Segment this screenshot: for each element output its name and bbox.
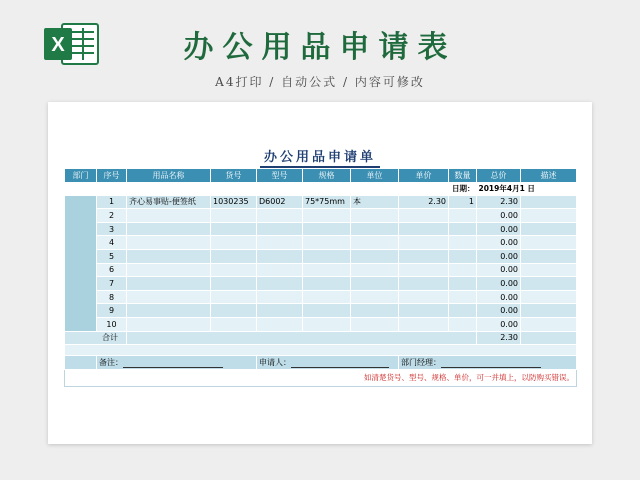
sum-row [65,331,577,345]
cell-unit[interactable] [351,317,399,331]
cell-seq[interactable]: 2 [97,209,127,223]
cell-code[interactable] [211,277,257,291]
col-desc: 描述 [521,169,577,183]
table-row [65,195,577,209]
logo-letter: X [51,34,65,56]
cell-seq[interactable]: 6 [97,263,127,277]
col-spec: 规格 [303,169,351,183]
cell-total[interactable]: 0.00 [477,222,521,236]
cell-code[interactable] [211,209,257,223]
page-subtitle: A4打印 / 自动公式 / 内容可修改 [215,75,425,89]
table-row [65,222,577,236]
cell-spec[interactable] [303,277,351,291]
cell-unit[interactable] [351,236,399,250]
cell-model[interactable] [257,249,303,263]
cell-price[interactable] [399,209,449,223]
cell-total[interactable]: 2.30 [477,195,521,209]
cell-model[interactable] [257,277,303,291]
cell-name[interactable] [127,263,211,277]
cell-total[interactable]: 0.00 [477,277,521,291]
cell-seq[interactable]: 4 [97,236,127,250]
col-seq: 序号 [97,169,127,183]
cell-name[interactable] [127,290,211,304]
cell-price[interactable] [399,277,449,291]
cell-price[interactable] [399,222,449,236]
cell-code[interactable]: 1030235 [211,195,257,209]
table-header-row [65,169,577,183]
cell-model[interactable]: D6002 [257,195,303,209]
cell-name[interactable] [127,222,211,236]
cell-total[interactable]: 0.00 [477,263,521,277]
requisition-table [64,168,577,387]
table-row [65,249,577,263]
note-row [65,369,577,386]
table-row [65,209,577,223]
table-row [65,277,577,291]
cell-desc[interactable] [521,249,577,263]
cell-model[interactable] [257,209,303,223]
col-unit: 单位 [351,169,399,183]
cell-model[interactable] [257,236,303,250]
requisition-sheet [64,168,576,387]
remark-label: 备注： [99,357,123,367]
applicant-label: 申请人： [259,357,291,367]
cell-desc[interactable] [521,277,577,291]
cell-total[interactable]: 0.00 [477,304,521,318]
cell-unit[interactable] [351,209,399,223]
page-title: 办公用品申请表 [183,30,457,65]
cell-unit[interactable] [351,263,399,277]
cell-code[interactable] [211,290,257,304]
cell-seq[interactable]: 3 [97,222,127,236]
cell-desc[interactable] [521,304,577,318]
col-total: 总价 [477,169,521,183]
cell-spec[interactable] [303,249,351,263]
cell-spec[interactable] [303,209,351,223]
cell-name[interactable] [127,249,211,263]
table-row [65,317,577,331]
cell-price[interactable] [399,290,449,304]
cell-qty[interactable]: 1 [449,195,477,209]
cell-spec[interactable] [303,222,351,236]
cell-desc[interactable] [521,236,577,250]
cell-spec[interactable]: 75*75mm [303,195,351,209]
cell-seq[interactable]: 5 [97,249,127,263]
sheet-title: 办公用品申请单 [48,146,592,165]
cell-model[interactable] [257,222,303,236]
cell-qty[interactable] [449,277,477,291]
cell-code[interactable] [211,263,257,277]
col-price: 单价 [399,169,449,183]
cell-code[interactable] [211,249,257,263]
spacer-row [65,345,577,356]
manager-field[interactable] [441,359,541,368]
table-row [65,304,577,318]
cell-model[interactable] [257,263,303,277]
cell-name[interactable] [127,209,211,223]
manager-label: 部门经理： [401,357,441,367]
cell-model[interactable] [257,304,303,318]
col-model: 型号 [257,169,303,183]
col-dept: 部门 [65,169,97,183]
applicant-field[interactable] [291,359,389,368]
sum-label: 合计 [65,331,127,345]
cell-code[interactable] [211,317,257,331]
signature-row [65,356,577,370]
cell-qty[interactable] [449,222,477,236]
cell-qty[interactable] [449,290,477,304]
sum-value: 2.30 [477,331,521,345]
cell-price[interactable] [399,317,449,331]
cell-spec[interactable] [303,304,351,318]
cell-code[interactable] [211,304,257,318]
page-header [0,0,640,100]
cell-total[interactable]: 0.00 [477,236,521,250]
note-text: 如清楚货号、型号、规格、单价，可一并填上，以防购买错误。 [65,369,577,386]
cell-spec[interactable] [303,317,351,331]
cell-qty[interactable] [449,209,477,223]
cell-seq[interactable]: 8 [97,290,127,304]
cell-spec[interactable] [303,263,351,277]
cell-code[interactable] [211,222,257,236]
col-qty: 数量 [449,169,477,183]
cell-desc[interactable] [521,317,577,331]
table-row [65,290,577,304]
cell-spec[interactable] [303,236,351,250]
cell-model[interactable] [257,290,303,304]
cell-desc[interactable] [521,222,577,236]
cell-name[interactable] [127,304,211,318]
table-row [65,263,577,277]
date-label: 日期： [449,182,477,195]
cell-price[interactable] [399,249,449,263]
cell-unit[interactable] [351,304,399,318]
cell-qty[interactable] [449,249,477,263]
cell-desc[interactable] [521,209,577,223]
cell-price[interactable] [399,304,449,318]
cell-name[interactable] [127,277,211,291]
cell-total[interactable]: 0.00 [477,317,521,331]
cell-total[interactable]: 0.00 [477,290,521,304]
cell-name[interactable]: 齐心易事贴-便签纸 [127,195,211,209]
cell-price[interactable] [399,263,449,277]
dept-cell[interactable] [65,195,97,331]
cell-qty[interactable] [449,236,477,250]
item-rows [65,195,577,331]
table-row [65,236,577,250]
col-code: 货号 [211,169,257,183]
remark-field[interactable] [123,359,223,368]
cell-total[interactable]: 0.00 [477,249,521,263]
date-value[interactable]: 2019年4月1 日 [477,182,577,195]
cell-price[interactable]: 2.30 [399,195,449,209]
cell-unit[interactable]: 本 [351,195,399,209]
cell-qty[interactable] [449,317,477,331]
cell-name[interactable] [127,317,211,331]
cell-desc[interactable] [521,195,577,209]
cell-total[interactable]: 0.00 [477,209,521,223]
cell-qty[interactable] [449,263,477,277]
cell-price[interactable] [399,236,449,250]
cell-qty[interactable] [449,304,477,318]
cell-desc[interactable] [521,290,577,304]
cell-unit[interactable] [351,277,399,291]
cell-unit[interactable] [351,249,399,263]
cell-desc[interactable] [521,263,577,277]
cell-seq[interactable]: 9 [97,304,127,318]
cell-seq[interactable]: 10 [97,317,127,331]
cell-name[interactable] [127,236,211,250]
cell-spec[interactable] [303,290,351,304]
cell-code[interactable] [211,236,257,250]
cell-seq[interactable]: 7 [97,277,127,291]
cell-unit[interactable] [351,222,399,236]
cell-model[interactable] [257,317,303,331]
col-name: 用品名称 [127,169,211,183]
date-row [65,182,577,195]
cell-seq[interactable]: 1 [97,195,127,209]
cell-unit[interactable] [351,290,399,304]
